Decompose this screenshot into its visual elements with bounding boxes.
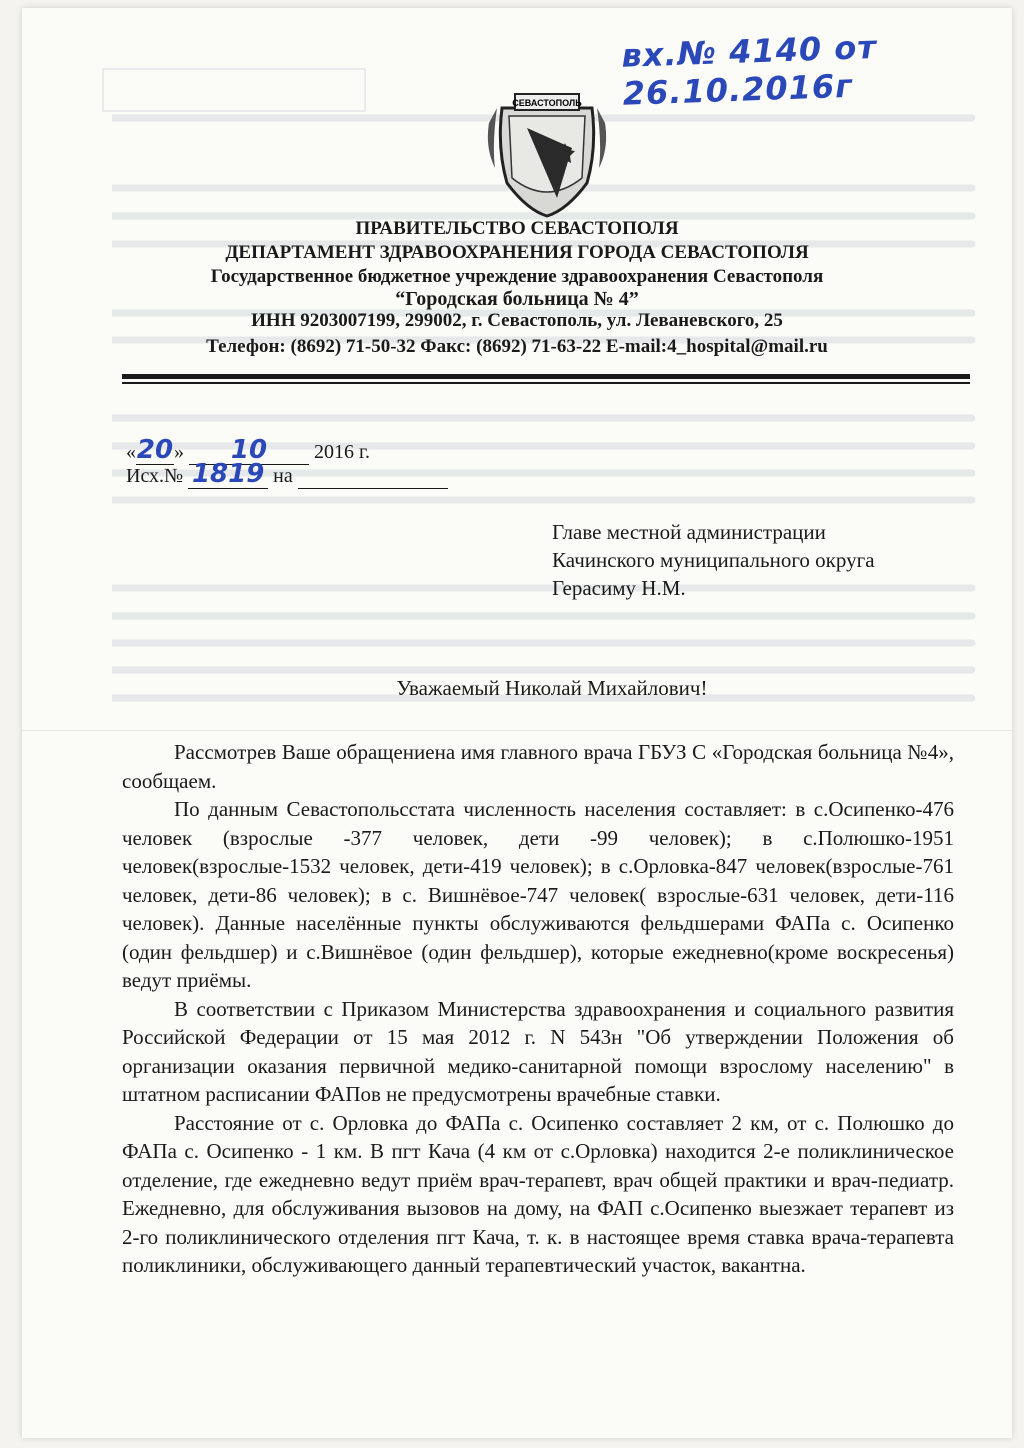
date-day-field: [136, 435, 174, 465]
date-month-handwritten: 10: [230, 435, 268, 465]
body-paragraph: В соответствии с Приказом Министерства здравоохранения и социального развития Российской Федерации от 15 мая 2012 г. N 543н "Об утверждении Положения об организации оказания первичной медико-санитарной помощи взрослому населению" в штатном расписании ФАПов не предусмотрены врачебные ставки.: [122, 996, 954, 1106]
sevastopol-coat-of-arms-icon: [487, 88, 607, 218]
document-page: [22, 8, 1012, 1438]
body-paragraph: Расстояние от с. Орловка до ФАПа с. Осипенко составляет 2 км, от с. Полюшко до ФАПа с. Осипенко - 1 км. В пгт Кача (4 км от с.Орловка) находится 2-е поликлиническое отделение, где ежедневно ведут приём врач-терапевт, врач общей практики и врач-педиатр. Ежедневно, для обслуживания вызовов на дому, на ФАП с.Осипенко выезжает терапевт из 2-го поликлинического отделения пгт Кача, т. к. в настоящее время ставка врача-терапевта поликлиники, обслуживающего данный терапевтический участок, вакантна.: [122, 1110, 954, 1277]
addressee-name: Герасиму Н.М.: [552, 576, 686, 600]
reply-to-field: [298, 465, 448, 489]
letterhead-hospital-name: “Городская больница № 4”: [395, 288, 639, 310]
date-quote-open: «: [126, 441, 136, 463]
fold-crease: [22, 730, 1012, 731]
registration-handwritten-mark: вх.№ 4140 от 26.10.2016г: [620, 27, 878, 113]
date-quote-close: »: [174, 441, 184, 463]
addressee-organization: Качинского муниципального округа: [552, 548, 875, 572]
date-day-handwritten: 20: [136, 435, 174, 465]
body-paragraph: По данным Севастопольсстата численность населения составляет: в с.Осипенко-476 человек (взрослые -377 человек, дети -99 человек); в с.Полюшко-1951 человек(взрослые-1532 человек, дети-419 человек); в с.Орловка-847 человек(взрослые-761 человек, дети-86 человек); в с. Вишнёвое-747 человек( взрослые-631 человек, дети-116 человек). Данные населённые пункты обслуживаются фельдшерами ФАПа с. Осипенко (один фельдшер) и с.Вишнёвое (один фельдшер), которые ежедневно(кроме воскресенья) ведут приёмы.: [122, 797, 954, 992]
letterhead-contacts: Телефон: (8692) 71-50-32 Факс: (8692) 71-63-22 E-mail:4_hospital@mail.ru: [206, 336, 828, 357]
letterhead-government: ПРАВИТЕЛЬСТВО СЕВАСТОПОЛЯ: [355, 218, 679, 239]
addressee-position: Главе местной администрации: [552, 520, 826, 544]
letterhead-divider-thin: [122, 382, 970, 384]
date-year: 2016 г.: [314, 441, 370, 463]
letterhead-address: ИНН 9203007199, 299002, г. Севастополь, ул. Леваневского, 25: [251, 310, 783, 331]
bleed-through-stamp: [102, 68, 366, 112]
outgoing-number-label: Исх.№: [126, 465, 184, 487]
reply-to-label: на: [273, 465, 293, 487]
emblem-banner-text: СЕВАСТОПОЛЬ: [512, 98, 582, 108]
addressee-block: [552, 518, 875, 602]
greeting: Уважаемый Николай Михайлович!: [396, 676, 708, 700]
letterhead-department: ДЕПАРТАМЕНТ ЗДРАВООХРАНЕНИЯ ГОРОДА СЕВАСТОПОЛЯ: [225, 242, 809, 263]
letterhead-divider-thick: [122, 374, 970, 379]
letter-body: [122, 738, 954, 1280]
outgoing-number: [126, 459, 448, 489]
body-paragraph: Рассмотрев Ваше обращениена имя главного врача ГБУЗ С «Городская больница №4», сообщаем.: [122, 740, 954, 793]
outgoing-number-handwritten: 1819: [191, 459, 265, 489]
letterhead-institution: Государственное бюджетное учреждение здравоохранения Севастополя: [210, 266, 824, 287]
outgoing-number-field: [188, 459, 268, 489]
